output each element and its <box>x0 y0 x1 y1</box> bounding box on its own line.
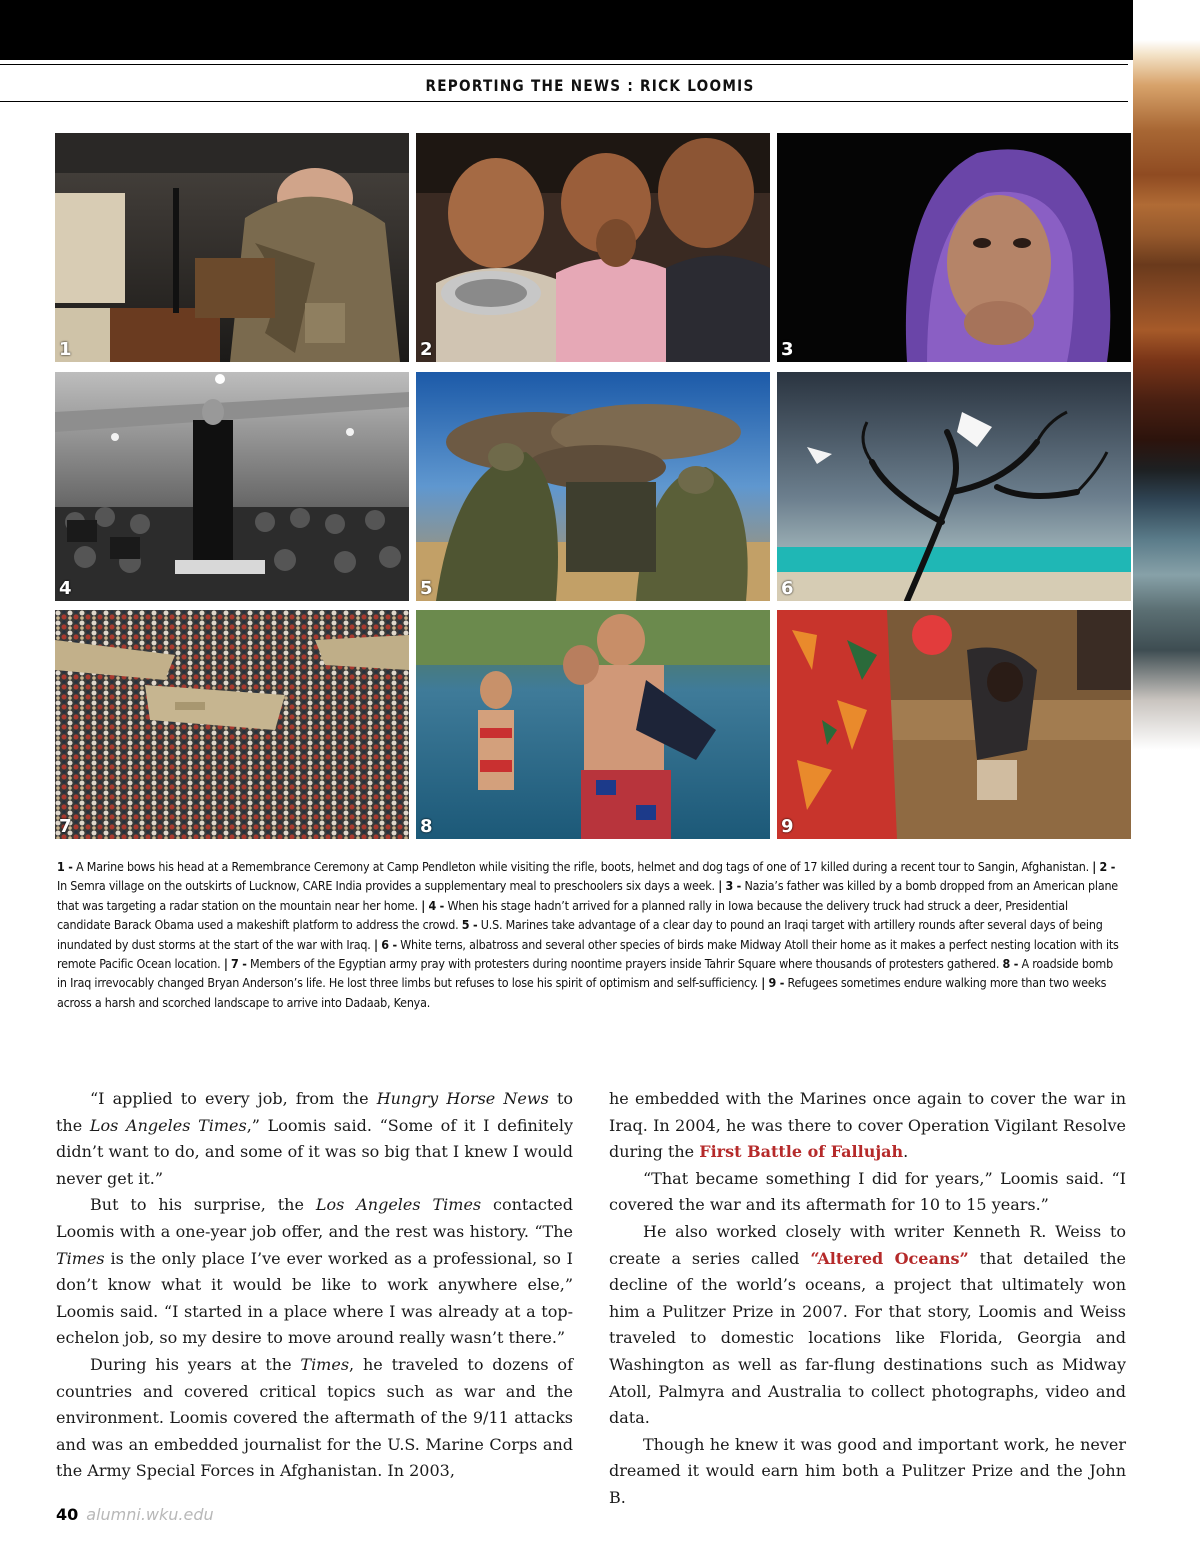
text-run: ,” Loomis said. “Some of it I definitely didn’t want to do, and some of it was so big that I knew I would never get it.” <box>56 1115 573 1188</box>
link-first-battle-of-fallujah[interactable]: First Battle of Fallujah <box>699 1142 904 1162</box>
caption-number-3: 3 - <box>725 878 742 894</box>
caption-text-5: U.S. Marines take advantage of a clear day to pound an Iraqi target with artillery rounds after several days of being inundated by dust storms at the start of the war with Iraq. <box>57 917 1103 952</box>
photo-number-5: 5 <box>420 578 433 599</box>
page-footer <box>56 1505 214 1524</box>
article-column-left <box>56 1086 573 1485</box>
text-run: “I applied to every job, from the <box>90 1089 377 1108</box>
caption-separator: | <box>761 975 766 991</box>
photo-2-children-meal <box>416 133 770 362</box>
caption-text-8: A roadside bomb in Iraq irrevocably changed Bryan Anderson’s life. He lost three limbs but refuses to lose his spirit of optimism and self-sufficiency. <box>57 956 1113 991</box>
photo-7-tahrir-square <box>55 610 409 839</box>
photo-6-midway-birds <box>777 372 1131 601</box>
caption-text-1: A Marine bows his head at a Remembrance Ceremony at Camp Pendleton while visiting the rifle, boots, helmet and dog tags of one of 17 killed during a recent tour to Sangin, Afghanistan. <box>72 859 1093 874</box>
caption-number-1: 1 - <box>57 859 73 874</box>
text-run: , he traveled to dozens of countries and covered critical topics such as war and the environment. Loomis covered the aftermath of the 9/11 attacks and was an embedded journalist for the U.S. Marine Corps and the Army Special Forces in Afghanistan. In 2003, <box>56 1354 573 1481</box>
text-run: But to his surprise, the <box>90 1195 316 1215</box>
running-head: REPORTING THE NEWS : RICK LOOMIS <box>425 76 755 95</box>
photo-number-2: 2 <box>420 339 433 360</box>
paragraph: Though he knew it was good and important work, he never dreamed it would earn him both a Pulitzer Prize and the John B. <box>609 1434 1126 1507</box>
caption-number-4: 4 - <box>428 897 445 913</box>
text-run: to the <box>56 1089 574 1135</box>
text-run: He also worked closely with writer Kenneth R. Weiss to create a series called <box>609 1221 1126 1268</box>
paragraph <box>56 1352 573 1485</box>
photo-number-8: 8 <box>420 816 433 837</box>
caption-separator: | <box>421 897 426 913</box>
link-altered-oceans[interactable]: “Altered Oceans” <box>810 1248 969 1268</box>
caption-number-2: 2 - <box>1099 859 1116 874</box>
top-black-band <box>0 0 1133 60</box>
text-run: that detailed the decline of the world’s oceans, a project that ultimately won him a Pulitzer Prize in 2007. For that story, Loomis and Weiss traveled to domestic locations like Florida, Georgia and Washington as well as far-flung destinations such as Midway Atoll, Palmyra and Australia to collect photographs, video and data. <box>609 1248 1127 1428</box>
caption-number-8: 8 - <box>1002 956 1019 972</box>
photo-number-9: 9 <box>781 816 794 837</box>
header-rule-top <box>0 64 1128 65</box>
photo-3-nazia-portrait <box>777 133 1131 362</box>
text-run: is the only place I’ve ever worked as a professional, so I don’t know what it would be like to work anywhere else,” Loomis said. “I started in a place where I was already at a top-echelon job, so my desire to move around really wasn’t there.” <box>56 1248 573 1348</box>
photo-captions <box>57 857 1123 1012</box>
text-run: contacted Loomis with a one-year job offer, and the rest was history. “The <box>56 1195 573 1241</box>
photo-9-dadaab-refugees <box>777 610 1131 839</box>
publication-name: Times <box>56 1248 105 1268</box>
publication-name: Hungry Horse News <box>376 1089 549 1108</box>
photo-number-3: 3 <box>781 339 794 360</box>
photo-number-1: 1 <box>59 339 72 360</box>
caption-text-6: White terns, albatross and several other species of birds make Midway Atoll their home as it makes a perfect nesting location with its remote Pacific Ocean location. <box>57 936 1119 972</box>
caption-text-4: When his stage hadn’t arrived for a planned rally in Iowa because the delivery truck had struck a deer, Presidential candidate Barack Obama used a makeshift platform to address the crowd. <box>57 897 1068 933</box>
caption-separator: | <box>223 956 228 972</box>
caption-text-2: In Semra village on the outskirts of Lucknow, CARE India provides a supplementary meal to preschoolers six days a week. <box>57 878 719 894</box>
caption-text-7: Members of the Egyptian army pray with protesters during noontime prayers inside Tahrir Square where thousands of protesters gathered. <box>246 956 1003 972</box>
photo-number-6: 6 <box>781 578 794 599</box>
photo-5-marines-artillery <box>416 372 770 601</box>
publication-name: Los Angeles Times <box>89 1115 247 1135</box>
caption-separator: | <box>718 878 723 894</box>
publication-name: Times <box>300 1354 350 1374</box>
text-run: . <box>903 1142 909 1162</box>
caption-text-9: Refugees sometimes endure walking more than two weeks across a harsh and scorched landscape to arrive into Dadaab, Kenya. <box>57 975 1107 1010</box>
photo-8-bryan-anderson <box>416 610 770 839</box>
caption-separator: | <box>1092 859 1097 874</box>
paragraph <box>56 1192 573 1352</box>
header-rule-bottom <box>0 101 1128 102</box>
footer-url[interactable]: alumni.wku.edu <box>86 1505 214 1524</box>
photo-number-4: 4 <box>59 578 72 599</box>
article-column-right <box>609 1086 1126 1512</box>
caption-number-9: 9 - <box>768 975 785 991</box>
photo-4-obama-rally <box>55 372 409 601</box>
caption-separator: | <box>373 936 378 952</box>
caption-text-3: Nazia’s father was killed by a bomb dropped from an American plane that was targeting a radar station on the mountain near her home. <box>57 878 1118 913</box>
photo-number-7: 7 <box>59 816 72 837</box>
page-number: 40 <box>56 1505 79 1524</box>
text-run: During his years at the <box>90 1354 301 1374</box>
photo-1-marine-ceremony <box>55 133 409 362</box>
caption-number-6: 6 - <box>381 936 397 952</box>
paragraph <box>609 1219 1126 1432</box>
side-photo-strip <box>1133 0 1200 1550</box>
paragraph <box>609 1086 1126 1166</box>
publication-name: Los Angeles Times <box>315 1195 482 1215</box>
caption-number-5: 5 - <box>461 917 478 933</box>
caption-number-7: 7 - <box>231 956 247 972</box>
text-run: he embedded with the Marines once again to cover the war in Iraq. In 2004, he was there to cover Operation Vigilant Resolve during the <box>609 1089 1126 1162</box>
paragraph <box>56 1086 573 1192</box>
paragraph: “That became something I did for years,” Loomis said. “I covered the war and its aftermath for 10 to 15 years.” <box>609 1168 1126 1215</box>
